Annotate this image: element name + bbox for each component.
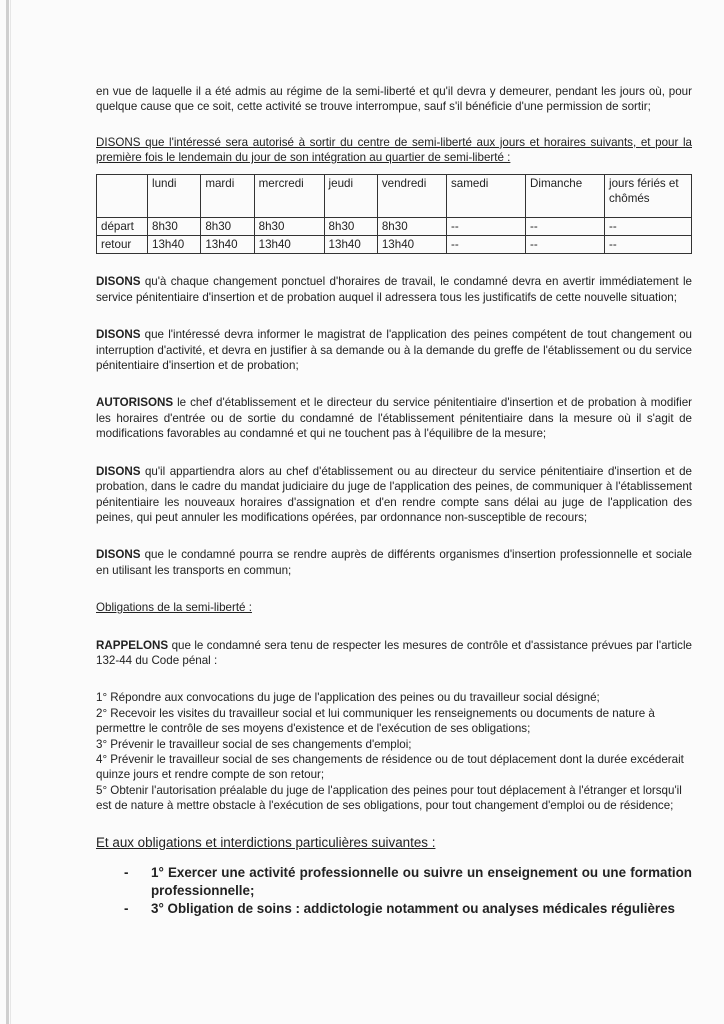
obligations-list	[96, 690, 692, 813]
special-obligations-heading: Et aux obligations et interdictions particulières suivantes :	[96, 834, 436, 850]
schedule-day-header: lundi	[148, 174, 201, 217]
schedule-cell: 13h40	[324, 236, 377, 254]
paragraph-text: que l'intéressé devra informer le magistrat de l'application des peines compétent de tout changement ou interruption d'activité, et devra en justifier à sa demande ou à la demande du greffe de l'établissement ou du service pénitentiaire d'insertion et de probation;	[96, 328, 692, 373]
paragraph-lead: DISONS	[96, 275, 141, 289]
schedule-day-header: samedi	[447, 174, 526, 217]
schedule-cell: 13h40	[148, 236, 201, 254]
schedule-day-header: mercredi	[254, 174, 324, 217]
schedule-cell: 8h30	[377, 217, 446, 235]
intro-paragraph: en vue de laquelle il a été admis au régime de la semi-liberté et qu'il devra y demeurer, pendant les jours où, pour quelque cause que ce soit, cette activité se trouve interrompue, sauf s'il bénéficie d'une permission de sortir;	[96, 85, 692, 114]
paragraph-text: que le condamné pourra se rendre auprès de différents organismes d'insertion professionnelle et sociale en utilisant les transports en commun;	[96, 548, 692, 577]
bullet-dash: -	[124, 864, 129, 880]
schedule-corner-cell	[97, 174, 148, 217]
list-item: 1° Répondre aux convocations du juge de l'application des peines ou du travailleur social désigné;	[96, 691, 600, 705]
schedule-cell: 13h40	[377, 236, 446, 254]
schedule-day-header: vendredi	[377, 174, 446, 217]
schedule-cell: 13h40	[254, 236, 324, 254]
paragraph-disons-1	[96, 274, 692, 305]
list-item-text: 3° Obligation de soins : addictologie notamment ou analyses médicales régulières	[151, 900, 676, 916]
paragraph-lead: DISONS	[96, 328, 141, 342]
list-item: 4° Prévenir le travailleur social de ses changements de résidence ou de tout déplacement dont la durée excéderait quinze jours et rendre compte de son retour;	[96, 752, 684, 782]
list-item: 2° Recevoir les visites du travailleur social et lui communiquer les renseignements ou documents de nature à permettre le contrôle de ses moyens d'existence et de l'exécution de ses obligations;	[96, 706, 655, 736]
list-item: 3° Prévenir le travailleur social de ses changements d'emploi;	[96, 737, 412, 751]
schedule-cell: --	[526, 217, 605, 235]
list-item	[96, 864, 692, 900]
list-item: 5° Obtenir l'autorisation préalable du juge de l'application des peines pour tout déplacement à l'étranger et lorsqu'il est de nature à mettre obstacle à l'exécution de ses obligations, pour tout changement d'emploi ou de résidence;	[96, 783, 682, 813]
bullet-dash: -	[124, 900, 129, 916]
schedule-row-label: retour	[97, 236, 148, 254]
paragraph-text: le chef d'établissement et le directeur du service pénitentiaire d'insertion et de probation à modifier les horaires d'entrée ou de sortie du condamné de l'établissement pénitentiaire dans la mesure où il s'agit de modifications favorables au condamné et qui ne touchent pas à l'équilibre de la mesure;	[96, 396, 692, 441]
paragraph-lead: AUTORISONS	[96, 396, 174, 410]
paragraph-rappelons	[96, 638, 692, 669]
schedule-header-row	[97, 174, 692, 217]
paragraph-autorisons	[96, 395, 692, 441]
list-item-text: 1° Exercer une activité professionnelle ou suivre un enseignement ou une formation professionnelle;	[151, 864, 692, 898]
paragraph-lead: DISONS	[96, 548, 141, 562]
schedule-row-retour	[97, 236, 692, 254]
schedule-day-header: Dimanche	[526, 174, 605, 217]
list-item	[96, 900, 692, 918]
schedule-row-label: départ	[97, 217, 148, 235]
schedule-cell: 13h40	[201, 236, 254, 254]
schedule-cell: --	[447, 217, 526, 235]
paragraph-disons-3	[96, 464, 692, 526]
scan-edge	[6, 0, 9, 1024]
schedule-cell: 8h30	[324, 217, 377, 235]
obligations-heading: Obligations de la semi-liberté :	[96, 601, 252, 615]
schedule-cell: --	[605, 236, 692, 254]
schedule-row-depart	[97, 217, 692, 235]
schedule-day-header: mardi	[201, 174, 254, 217]
paragraph-disons-2	[96, 327, 692, 373]
schedule-table	[96, 174, 692, 255]
paragraph-text: qu'à chaque changement ponctuel d'horaires de travail, le condamné devra en avertir immédiatement le service pénitentiaire d'insertion et de probation auquel il adressera tous les justificatifs de cette nouvelle situation;	[96, 275, 692, 304]
schedule-cell: 8h30	[148, 217, 201, 235]
document-body	[96, 84, 692, 918]
schedule-cell: 8h30	[201, 217, 254, 235]
scan-edge-shadow	[10, 0, 11, 1024]
schedule-day-header: jours fériés et chômés	[605, 174, 692, 217]
schedule-cell: 8h30	[254, 217, 324, 235]
paragraph-lead: RAPPELONS	[96, 638, 169, 652]
schedule-cell: --	[447, 236, 526, 254]
paragraph-text: qu'il appartiendra alors au chef d'établissement ou au directeur du service pénitentiaire d'insertion et de probation, dans le cadre du mandat judiciaire du juge de l'application des peines, de communiquer à l'établissement pénitentiaire les nouveaux horaires d'assignation et d'en rendre compte sans délai au juge de l'application des peines, qui peut annuler les modifications opérées, par ordonnance non-susceptible de recours;	[96, 464, 692, 524]
paragraph-disons-4	[96, 547, 692, 578]
schedule-cell: --	[526, 236, 605, 254]
paragraph-lead: DISONS	[96, 464, 141, 478]
schedule-cell: --	[605, 217, 692, 235]
schedule-intro: DISONS que l'intéressé sera autorisé à sortir du centre de semi-liberté aux jours et horaires suivants, et pour la première fois le lendemain du jour de son intégration au quartier de semi-liberté :	[96, 135, 692, 165]
special-obligations-list	[96, 864, 692, 918]
paragraph-text: que le condamné sera tenu de respecter les mesures de contrôle et d'assistance prévues par l'article 132-44 du Code pénal :	[96, 638, 692, 667]
schedule-day-header: jeudi	[324, 174, 377, 217]
